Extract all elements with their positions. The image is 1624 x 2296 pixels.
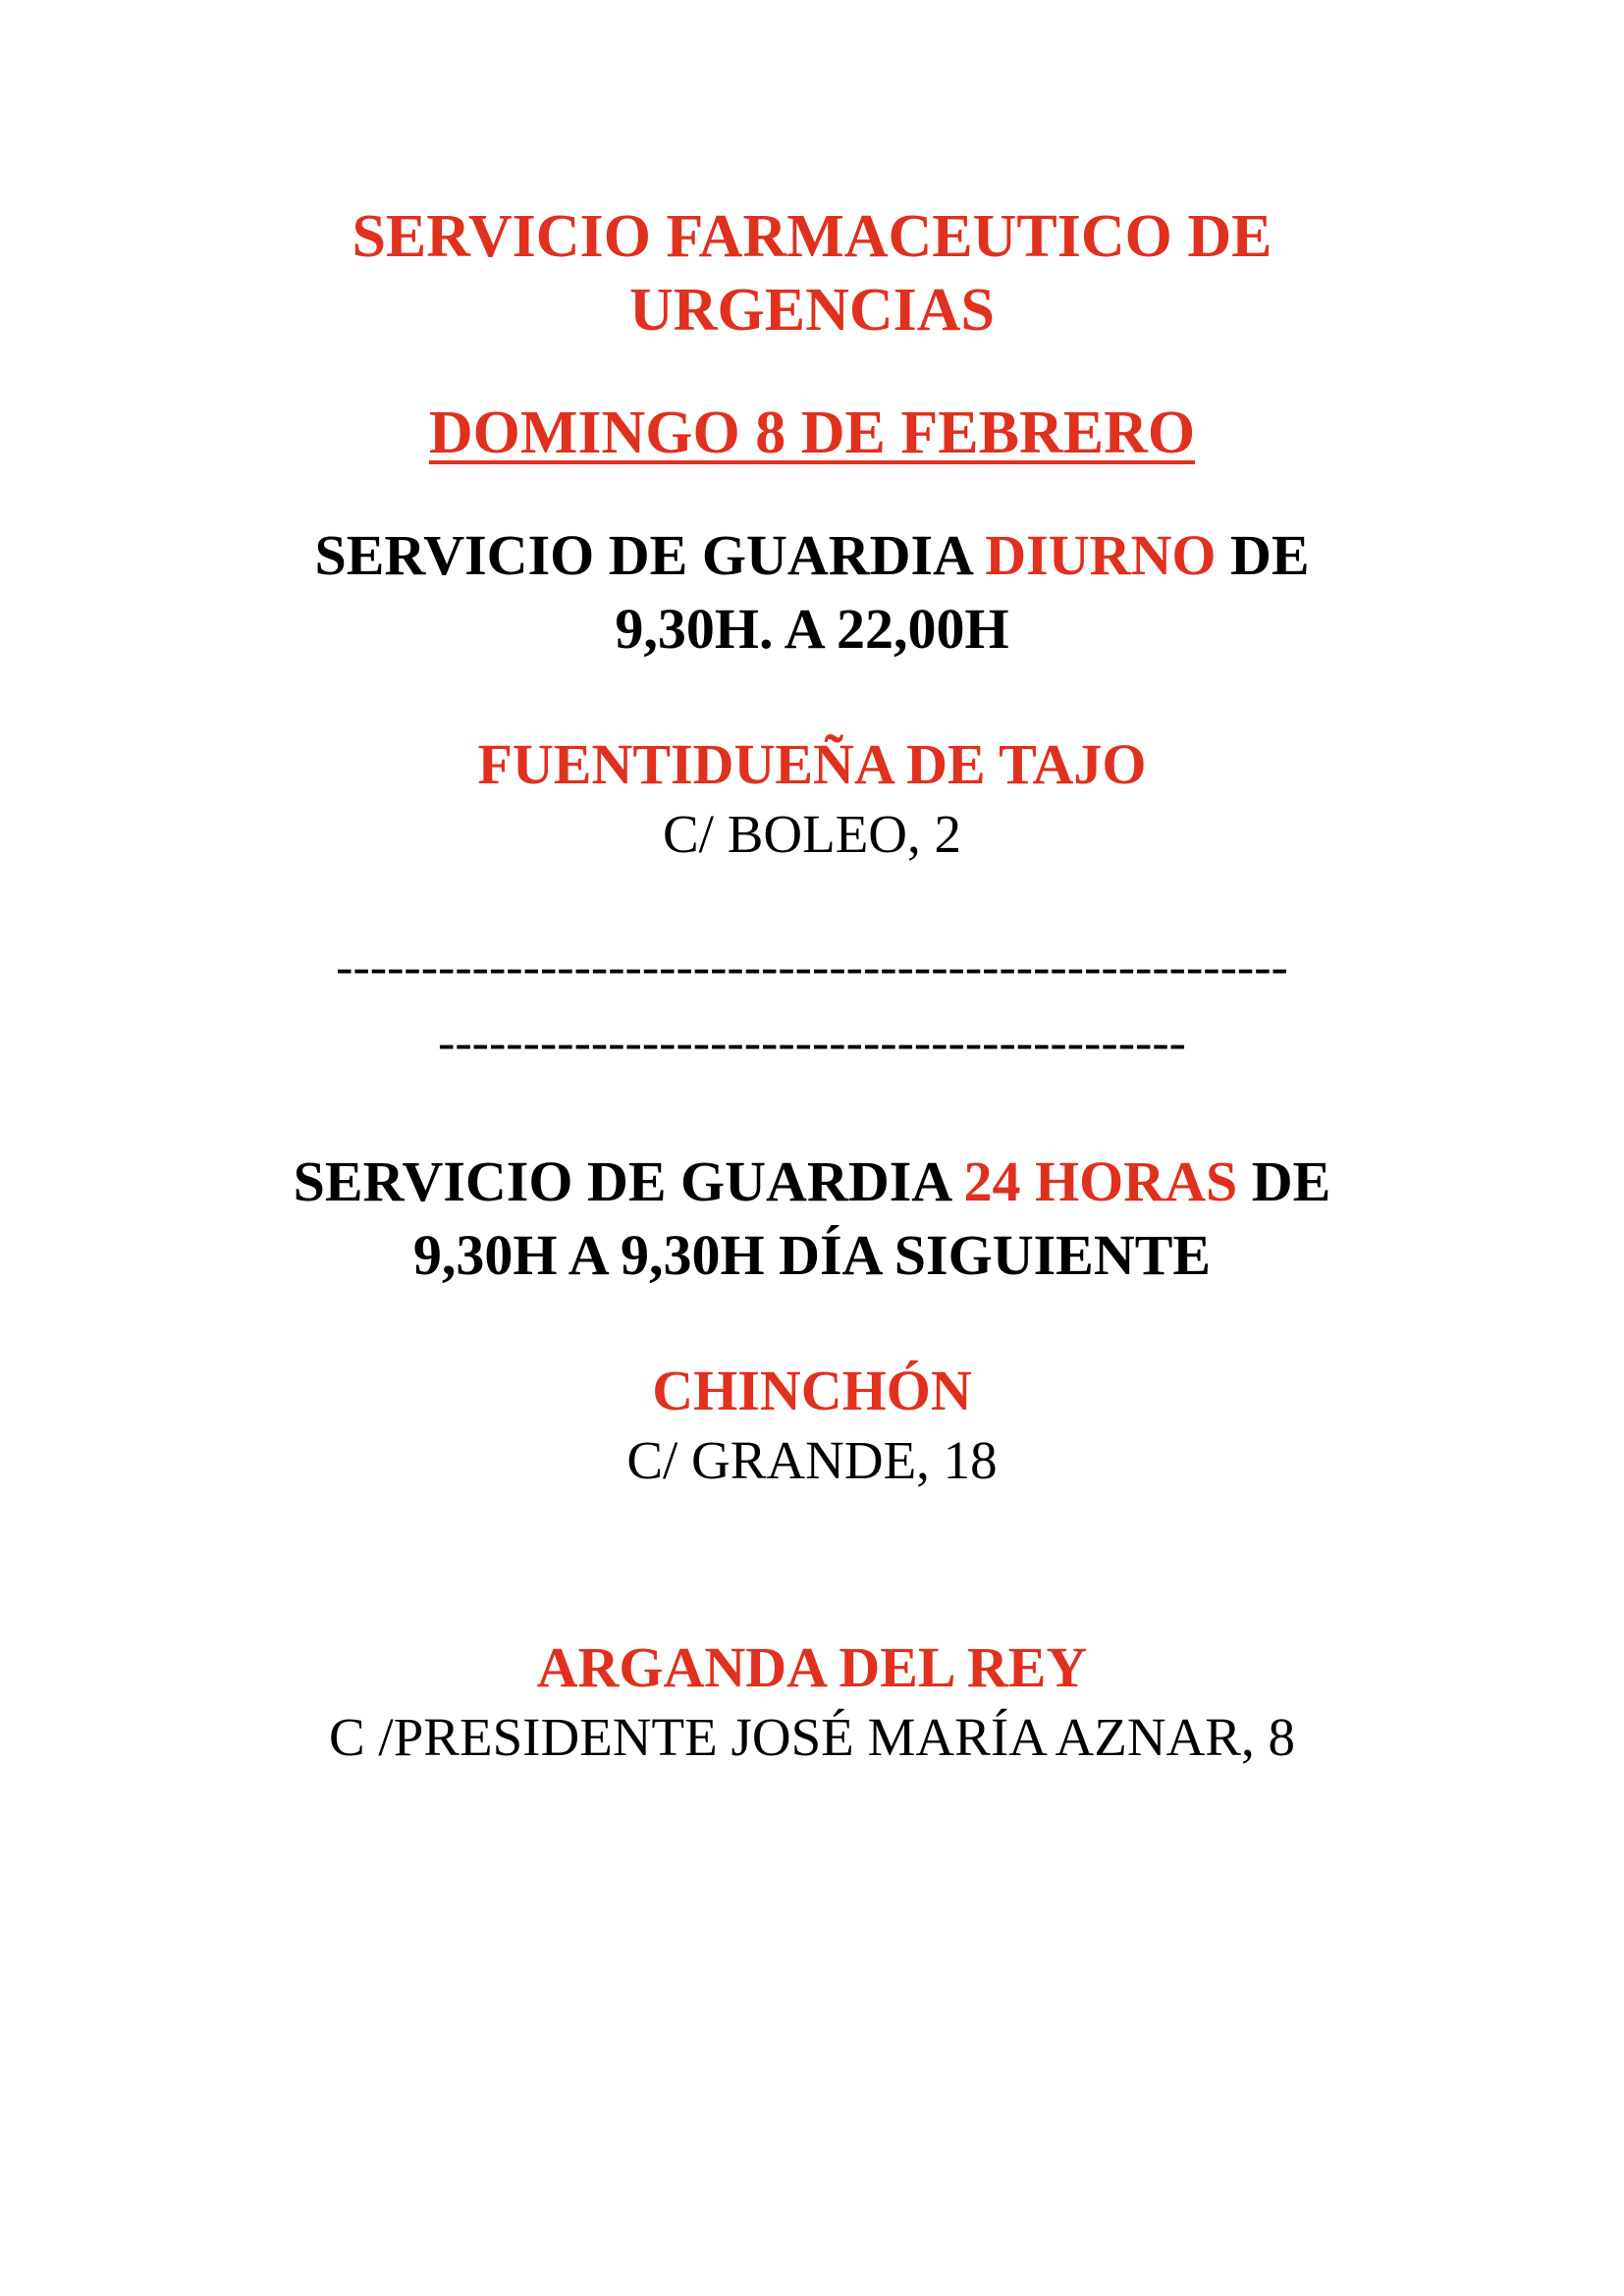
daytime-heading-prefix: SERVICIO DE GUARDIA [314, 523, 986, 587]
page-title-line-2: URGENCIAS [628, 277, 996, 344]
full-day-heading-highlight: 24 HORAS [963, 1149, 1238, 1213]
pharmacy-town: CHINCHÓN [652, 1359, 972, 1422]
full-day-service-heading [0, 1149, 1624, 1213]
pharmacy-town: FUENTIDUEÑA DE TAJO [477, 732, 1147, 796]
separator-line-1: -------------------------------------------------------- [336, 939, 1288, 995]
pharmacy-address: C /PRESIDENTE JOSÉ MARÍA AZNAR, 8 [329, 1707, 1295, 1767]
daytime-service-hours: 9,30H. A 22,00H [615, 597, 1009, 661]
pharmacy-town: ARGANDA DEL REY [536, 1635, 1088, 1699]
full-day-heading-prefix: SERVICIO DE GUARDIA [293, 1149, 964, 1213]
daytime-service-heading [0, 523, 1624, 587]
pharmacy-address: C/ BOLEO, 2 [662, 804, 962, 864]
service-date-text: DOMINGO 8 DE FEBRERO [428, 400, 1196, 466]
daytime-heading-suffix: DE [1216, 523, 1310, 587]
full-day-service-hours: 9,30H A 9,30H DÍA SIGUIENTE [412, 1223, 1212, 1287]
service-date [0, 400, 1624, 466]
separator-line-2: -------------------------------------------- [438, 1015, 1186, 1071]
daytime-heading-highlight: DIURNO [985, 523, 1217, 587]
page-title-line-1: SERVICIO FARMACEUTICO DE [352, 203, 1272, 270]
pharmacy-address: C/ GRANDE, 18 [626, 1430, 998, 1490]
full-day-heading-suffix: DE [1237, 1149, 1331, 1213]
